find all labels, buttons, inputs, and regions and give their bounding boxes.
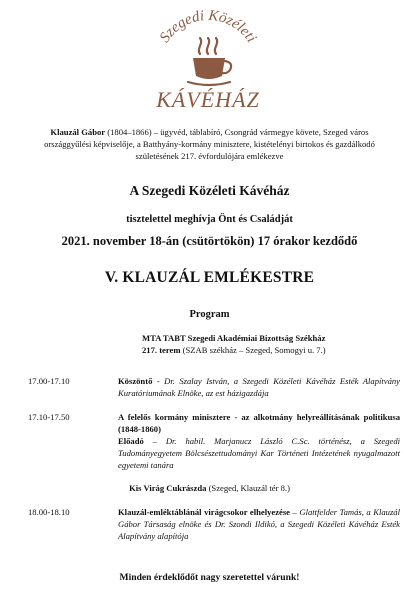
intro-paragraph: [14, 126, 405, 162]
program-body: [118, 506, 400, 542]
intro-line2: országgyűlési képviselője, a Batthyány-kormány minisztere, kistételényi birtokos és gazdálkodó: [44, 139, 375, 149]
venue-secondary: [0, 482, 419, 494]
program-desc: Dr. Szalay István, a Szegedi Közéleti Kávéház Esték Alapítvány Kuratóriumának Elnöke, az est házigazdája: [118, 376, 400, 398]
invite-line: tisztelettel meghívja Önt és Családját: [126, 214, 293, 225]
program-time: 17.10-17.50: [28, 412, 70, 422]
venue-address: (SZAB székház – Szeged, Somogyi u. 7.): [180, 345, 326, 355]
intro-name: Klauzál Gábor: [50, 127, 106, 137]
coffee-cup-icon: [188, 38, 231, 85]
program-title: Klauzál-emléktáblánál virágcsokor elhelyezése: [118, 507, 290, 517]
program-desc: Glattfelder Tamás, a Klauzál Gábor Társaság elnöke és Dr. Szondi Ildikó, a Szegedi Közéleti Kávéház Esték Alapítvány alapítója: [118, 507, 400, 541]
cafe-logo: [146, 4, 270, 114]
event-title: V. KLAUZÁL EMLÉKESTRE: [104, 269, 315, 286]
program-body: [118, 375, 400, 399]
logo-name: KÁVÉHÁZ: [156, 87, 260, 112]
venue-secondary-address: (Szeged, Klauzál tér 8.): [206, 483, 290, 493]
program-separator: –: [289, 507, 300, 517]
closing-line: Minden érdeklődőt nagy szeretettel várunk!: [119, 572, 300, 583]
program-heading: Program: [189, 309, 230, 320]
host-heading: A Szegedi Közéleti Kávéház: [129, 183, 290, 198]
program-speaker-label: Előadó: [118, 436, 144, 446]
program-time: 17.00-17.10: [28, 376, 70, 386]
intro-line3: születésének 217. évfordulójára emlékezve: [135, 151, 284, 161]
venue-primary: [142, 332, 392, 356]
program-desc: Dr. habil. Marjanucz László C.Sc. történész, a Szegedi Tudományegyetem Bölcsészettudományi Kar Történeti Intézetének nyugalmazott egyetemi tanára: [118, 436, 400, 470]
logo-arc-text: Szegedi Közéleti: [156, 7, 260, 46]
program-body: [118, 411, 400, 471]
venue-room: 217. terem: [142, 345, 181, 355]
program-separator: –: [143, 436, 166, 446]
program-time: 18.00-18.10: [28, 507, 70, 517]
program-title: A felelős kormány minisztere - az alkotmány helyreállításának politikusa (1848-1860): [118, 412, 400, 434]
venue-primary-name: MTA TABT Szegedi Akadémiai Bizottság Székház: [142, 333, 326, 343]
venue-secondary-name: Kis Virág Cukrászda: [129, 483, 207, 493]
program-title: Köszöntő: [118, 376, 153, 386]
program-separator: -: [152, 376, 165, 386]
date-line: 2021. november 18-án (csütörtökön) 17 órakor kezdődő: [61, 234, 358, 248]
intro-dates: (1804–1866) – ügyvéd, táblabíró, Csongrád vármegye követe, Szeged város: [105, 127, 369, 137]
